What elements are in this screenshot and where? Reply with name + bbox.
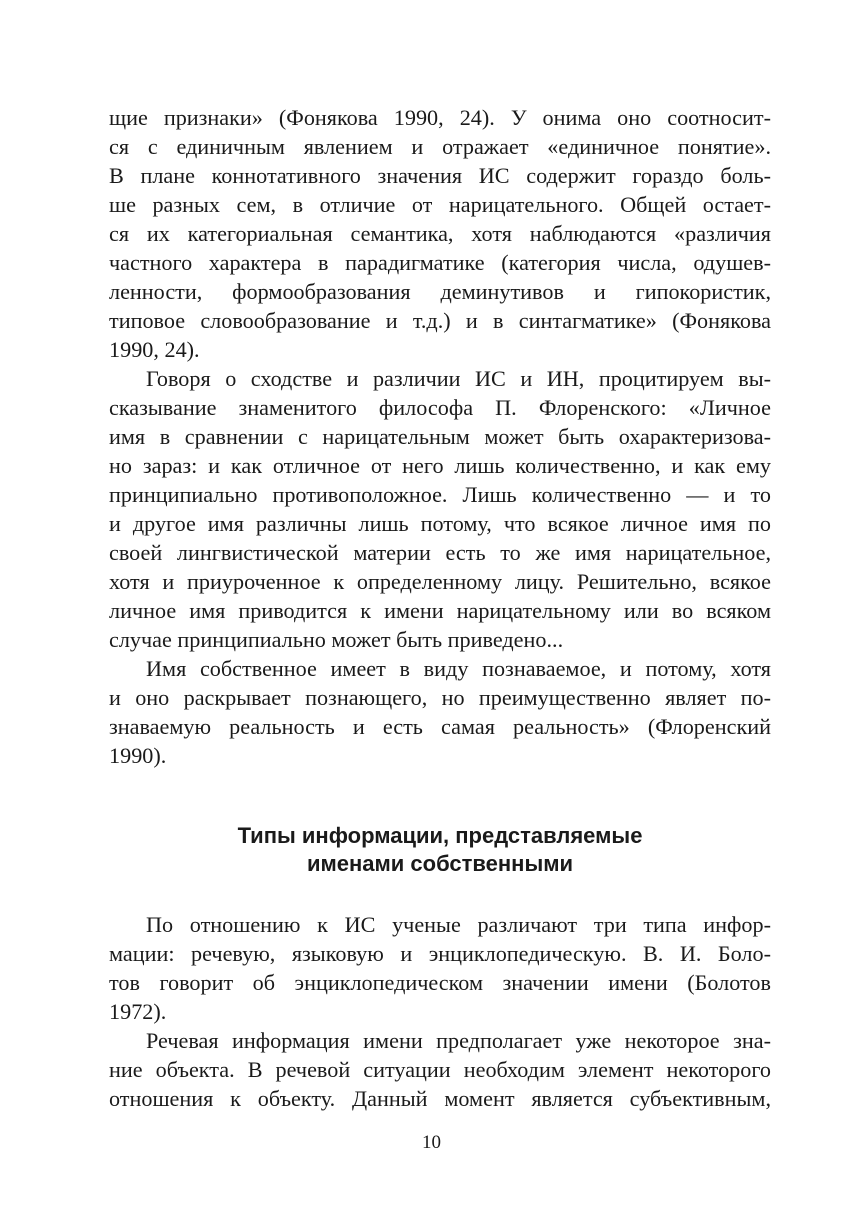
section-heading-line: Типы информации, представляемые (237, 823, 643, 848)
section-heading (109, 822, 771, 878)
text-line: ленности, формообразования деминутивов и гипокористик, (109, 279, 771, 304)
text-line: отношения к объекту. Данный момент является субъективным, (109, 1086, 771, 1111)
text-line: и другое имя различны лишь потому, что всякое личное имя по (109, 511, 771, 536)
text-line: частного характера в парадигматике (категория числа, одушев- (109, 250, 771, 275)
text-line: По отношению к ИС ученые различают три типа инфор- (146, 912, 771, 937)
text-line: принципиально противоположное. Лишь количественно — и то (109, 482, 771, 507)
text-line: сказывание знаменитого философа П. Флоренского: «Личное (109, 395, 771, 420)
text-line: Имя собственное имеет в виду познаваемое, и потому, хотя (146, 656, 771, 681)
text-line: Речевая информация имени предполагает уже некоторое зна- (146, 1028, 771, 1053)
text-line: Говоря о сходстве и различии ИС и ИН, процитируем вы- (146, 366, 771, 391)
text-line: случае принципиально может быть приведено... (109, 627, 564, 652)
text-line: ся их категориальная семантика, хотя наблюдаются «различия (109, 221, 771, 246)
text-line: 1972). (109, 999, 167, 1024)
text-line: ние объекта. В речевой ситуации необходим элемент некоторого (109, 1057, 771, 1082)
page-number: 10 (422, 1132, 441, 1153)
text-line: хотя и приуроченное к определенному лицу. Решительно, всякое (109, 569, 771, 594)
section-heading-line: именами собственными (306, 851, 574, 876)
text-line: и оно раскрывает познающего, но преимущественно являет по- (109, 685, 771, 710)
text-line: 1990, 24). (109, 337, 200, 362)
text-line: щие признаки» (Фонякова 1990, 24). У онима оно соотносит- (109, 105, 771, 130)
text-line: ше разных сем, в отличие от нарицательного. Общей остает- (109, 192, 771, 217)
text-line: тов говорит об энциклопедическом значении имени (Болотов (109, 970, 771, 995)
text-line: своей лингвистической материи есть то же имя нарицательное, (109, 540, 771, 565)
text-line: личное имя приводится к имени нарицательному или во всяком (109, 598, 771, 623)
text-line: ся с единичным явлением и отражает «единичное понятие». (109, 134, 771, 159)
text-line: типовое словообразование и т.д.) и в синтагматике» (Фонякова (109, 308, 771, 333)
body-text-block-2 (109, 910, 771, 1113)
text-line: имя в сравнении с нарицательным может быть охарактеризова- (109, 424, 771, 449)
body-text-block-1 (109, 103, 771, 770)
text-line: В плане коннотативного значения ИС содержит гораздо боль- (109, 163, 771, 188)
text-line: знаваемую реальность и есть самая реальность» (Флоренский (109, 714, 771, 739)
text-line: но зараз: и как отличное от него лишь количественно, и как ему (109, 453, 771, 478)
text-line: 1990). (109, 743, 167, 768)
text-line: мации: речевую, языковую и энциклопедическую. В. И. Боло- (109, 941, 771, 966)
